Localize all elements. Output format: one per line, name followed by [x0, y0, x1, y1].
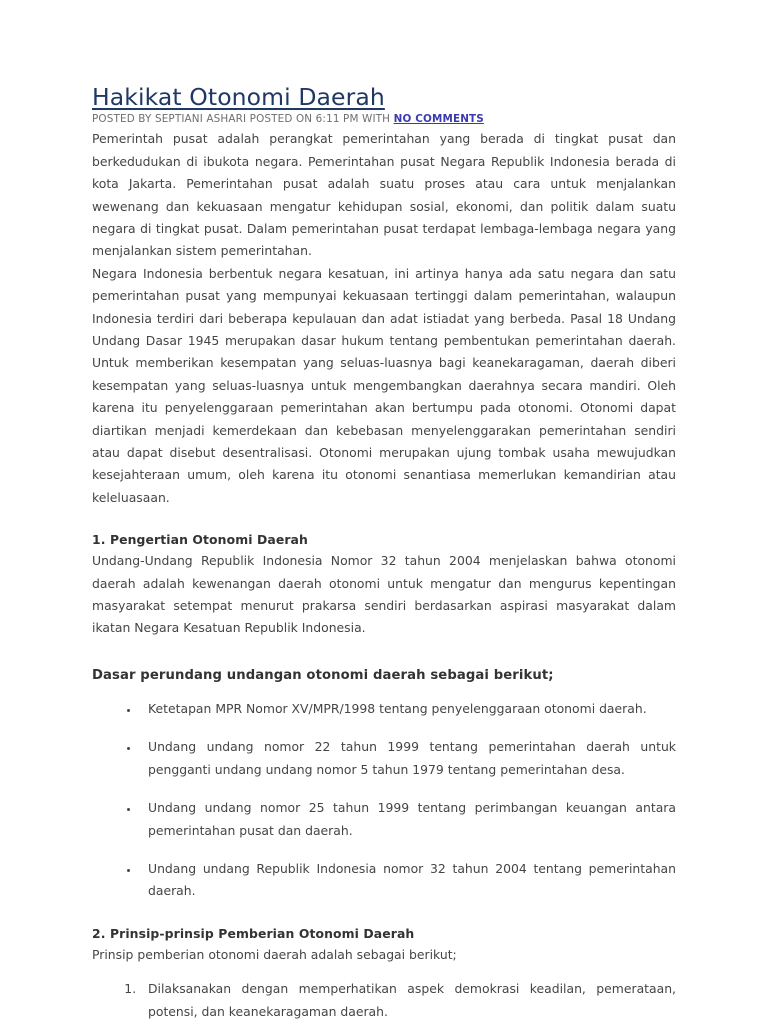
list-item: • Ketetapan MPR Nomor XV/MPR/1998 tentang penyelenggaraan otonomi daerah. — [140, 698, 676, 720]
subheading-dasar-perundang-undangan: Dasar perundang undangan otonomi daerah sebagai berikut; — [92, 667, 554, 683]
intro-paragraph-1: Pemerintah pusat adalah perangkat pemerintahan yang berada di tingkat pusat dan berkedudukan di ibukota negara. Pemerintahan pusat Negara Republik Indonesia berada di kota Jakarta. Pemerintahan pusat adalah suatu proses atau cara untuk menjalankan wewenang dan kekuasaan mengatur kehidupan sosial, ekonomi, dan politik dalam suatu negara di tingkat pusat. Dalam pemerintahan pusat terdapat lembaga-lembaga negara yang menjalankan sistem pemerintahan. — [92, 131, 676, 259]
post-byline — [92, 112, 676, 126]
section-heading-pengertian-otonomi-daerah: 1. Pengertian Otonomi Daerah — [92, 532, 308, 548]
post-title[interactable]: Hakikat Otonomi Daerah — [92, 83, 385, 111]
list-item: • Undang undang Republik Indonesia nomor 32 tahun 2004 tentang pemerintahan daerah. — [140, 858, 676, 903]
list-item: • Undang undang nomor 22 tahun 1999 tentang pemerintahan daerah untuk pengganti undang undang nomor 5 tahun 1979 tentang pemerintahan desa. — [140, 736, 676, 781]
list-item: • Undang undang nomor 25 tahun 1999 tentang perimbangan keuangan antara pemerintahan pusat dan daerah. — [140, 797, 676, 842]
dasar-perundang-bullet-list — [92, 698, 676, 903]
section-heading-prinsip-prinsip-pemberian-otonomi-daerah: 2. Prinsip-prinsip Pemberian Otonomi Daerah — [92, 925, 415, 941]
section-one-paragraph: Undang-Undang Republik Indonesia Nomor 32 tahun 2004 menjelaskan bahwa otonomi daerah adalah kewenangan daerah otonomi untuk mengatur dan mengurus kepentingan masyarakat setempat menurut prakarsa sendiri berdasarkan aspirasi masyarakat dalam ikatan Negara Kesatuan Republik Indonesia. — [92, 553, 676, 636]
byline-meta-text: POSTED BY SEPTIANI ASHARI POSTED ON 6:11 PM WITH — [92, 113, 391, 126]
prinsip-numbered-list — [92, 978, 676, 1023]
no-comments-link[interactable]: NO COMMENTS — [393, 113, 484, 126]
intro-paragraph-2: Negara Indonesia berbentuk negara kesatuan, ini artinya hanya ada satu negara dan satu pemerintahan pusat yang mempunyai kekuasaan tertinggi dalam pemerintahan, walaupun Indonesia terdiri dari beberapa kepulauan dan adat istiadat yang berbeda. Pasal 18 Undang Undang Dasar 1945 merupakan dasar hukum tentang pembentukan pemerintahan daerah. Untuk memberikan kesempatan yang seluas-luasnya bagi keanekaragaman, daerah diberi kesempatan yang seluas-luasnya untuk mengembangkan daerahnya secara mandiri. Oleh karena itu penyelenggaraan pemerintahan akan bertumpu pada otonomi. Otonomi dapat diartikan menjadi kemerdekaan dan kebebasan menyelenggarakan pemerintahan sendiri atau dapat disebut desentralisasi. Otonomi merupakan ujung tombak usaha mewujudkan kesejahteraan umum, oleh karena itu otonomi senantiasa memerlukan kemandirian atau keleluasaan. — [92, 265, 676, 505]
section-two-paragraph: Prinsip pemberian otonomi daerah adalah sebagai berikut; — [92, 946, 457, 962]
list-item: 1. Dilaksanakan dengan memperhatikan aspek demokrasi keadilan, pemerataan, potensi, dan keanekaragaman daerah. — [140, 978, 676, 1023]
document-content — [92, 84, 676, 1023]
